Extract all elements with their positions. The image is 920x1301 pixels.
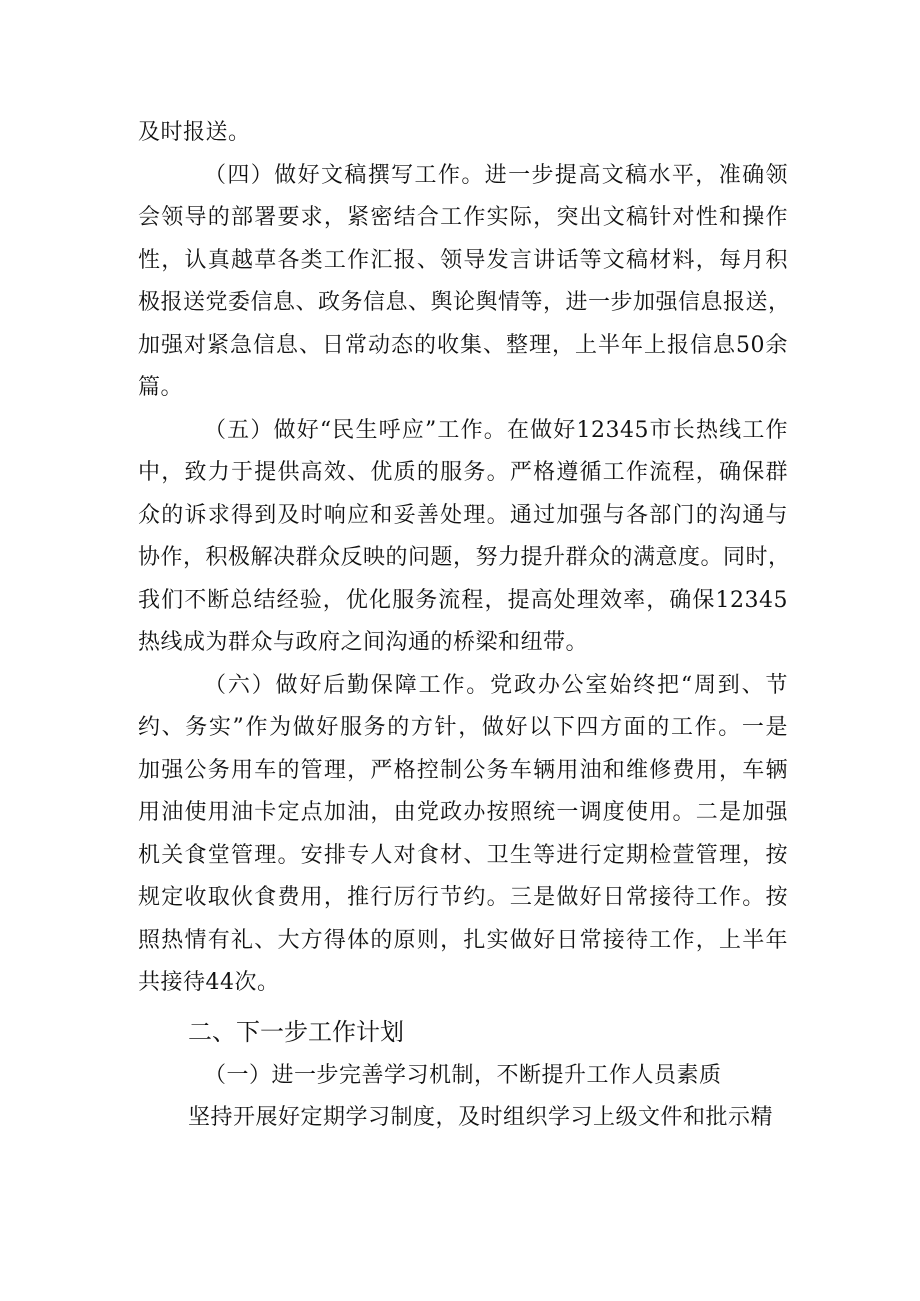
paragraph-line: 众的诉求得到及时响应和妥善处理。通过加强与各部门的沟通与 — [138, 502, 788, 528]
section-heading: 二、下一步工作计划 — [188, 1017, 404, 1046]
body-text — [138, 112, 791, 1005]
paragraph-line: 我们不断总结经验，优化服务流程，提高处理效率，确保12345 — [138, 587, 788, 613]
paragraph-line: （六）做好后勤保障工作。党政办公室始终把“周到、节 — [204, 672, 788, 698]
subsection-heading: （一）进一步完善学习机制，不断提升工作人员素质 — [204, 1062, 722, 1088]
paragraph-line: 照热情有礼、大方得体的原则，扎实做好日常接待工作，上半年 — [138, 927, 788, 953]
paragraph-line: 加强公务用车的管理，严格控制公务车辆用油和维修费用，车辆 — [138, 757, 788, 783]
paragraph-line: 坚持开展好定期学习制度，及时组织学习上级文件和批示精 — [188, 1104, 774, 1130]
paragraph-line: 篇。 — [138, 375, 184, 400]
paragraph-line: 会领导的部署要求，紧密结合工作实际，突出文稿针对性和操作 — [138, 205, 788, 230]
paragraph-line: 极报送党委信息、政务信息、舆论舆情等，进一步加强信息报送， — [138, 290, 791, 315]
paragraph-line: 约、务实”作为做好服务的方针，做好以下四方面的工作。一是 — [138, 715, 788, 740]
paragraph-line: （四）做好文稿撰写工作。进一步提高文稿水平，准确领 — [204, 162, 788, 188]
paragraph-line: 性，认真越草各类工作汇报、领导发言讲话等文稿材料，每月积 — [138, 247, 788, 273]
paragraph-line: （五）做好“民生呼应”工作。在做好12345市长热线工作 — [204, 417, 788, 443]
paragraph-line: 规定收取伙食费用，推行厉行节约。三是做好日常接待工作。按 — [138, 885, 788, 910]
paragraph-line: 热线成为群众与政府之间沟通的桥梁和纽带。 — [138, 630, 589, 655]
paragraph-line: 机关食堂管理。安排专人对食材、卫生等进行定期检萱管理，按 — [138, 842, 788, 868]
paragraph-line: 共接待44次。 — [138, 970, 280, 995]
document-page — [138, 112, 791, 1139]
paragraph-line: 加强对紧急信息、日常动态的收集、整理，上半年上报信息50余 — [138, 332, 788, 358]
paragraph-line: 及时报送。 — [138, 120, 251, 145]
paragraph-line: 协作，积极解决群众反映的问题，努力提升群众的满意度。同时， — [138, 545, 791, 570]
paragraph-line: 用油使用油卡定点加油，由党政办按照统一调度使用。二是加强 — [138, 800, 788, 825]
paragraph-line: 中，致力于提供高效、优质的服务。严格遵循工作流程，确保群 — [138, 460, 788, 485]
